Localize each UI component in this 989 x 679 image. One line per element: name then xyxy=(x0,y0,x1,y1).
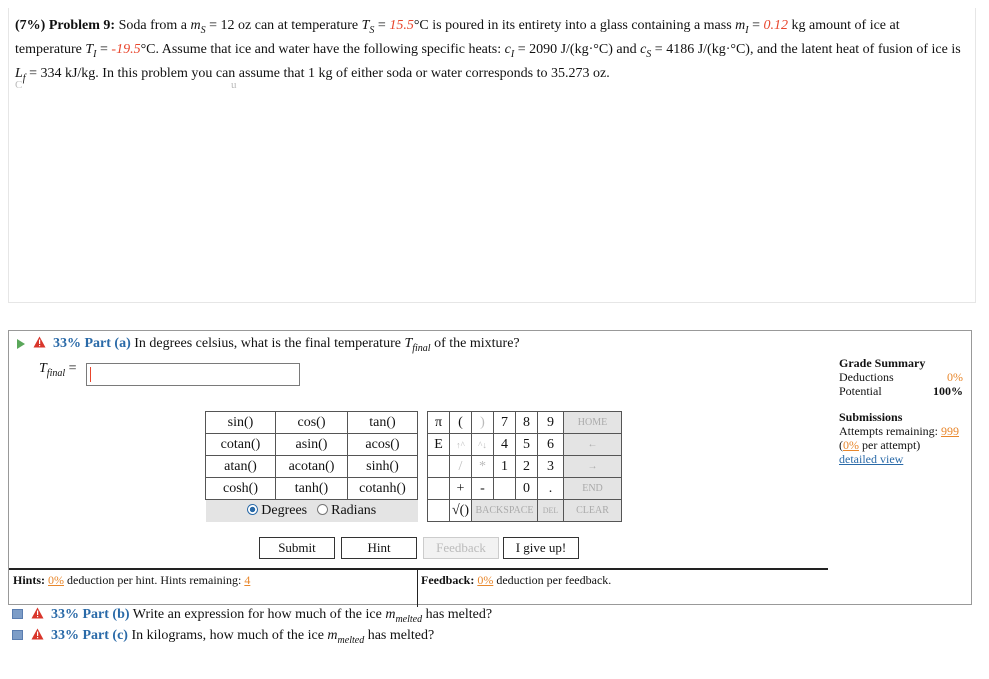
part-b-label: Part (b) xyxy=(82,607,130,622)
key-cos[interactable]: cos() xyxy=(276,412,348,434)
problem-statement xyxy=(8,8,976,303)
value-ts: 15.5 xyxy=(389,18,414,33)
feedback-label: Feedback: xyxy=(421,573,475,587)
var-mmelted: m xyxy=(327,628,338,643)
key-atan[interactable]: atan() xyxy=(206,456,276,478)
detailed-view-link[interactable]: detailed view xyxy=(839,452,904,466)
value-lf: = 334 kJ/kg. In this problem you can assume that 1 kg of either soda or water corresponds to 35.273 oz. xyxy=(29,65,610,81)
var-lf: L xyxy=(15,65,23,81)
feedback-button[interactable]: Feedback xyxy=(423,537,499,559)
part-b-status-icon xyxy=(12,609,23,619)
key-del[interactable]: DEL xyxy=(538,500,564,522)
hints-pct: 0% xyxy=(48,573,65,587)
grade-summary xyxy=(839,356,963,466)
warning-icon xyxy=(33,336,46,348)
part-a-header xyxy=(17,336,520,354)
var-ti-sub: I xyxy=(93,48,97,60)
hints-text: deduction per hint. Hints remaining: xyxy=(67,573,242,587)
key-gap xyxy=(418,478,428,500)
equals: = xyxy=(377,18,386,33)
per-attempt-open: ( xyxy=(839,438,843,452)
key-5[interactable]: 5 xyxy=(516,434,538,456)
key-gap xyxy=(418,456,428,478)
var-ci: c xyxy=(504,41,511,57)
part-b-row[interactable] xyxy=(12,607,492,625)
key-down-caret[interactable]: ^↓ xyxy=(472,434,494,456)
part-a-panel xyxy=(8,330,972,605)
var-ts: T xyxy=(361,18,370,33)
var-cs: c xyxy=(640,41,647,57)
part-c-question: In kilograms, how much of the ice xyxy=(131,628,324,643)
key-cosh[interactable]: cosh() xyxy=(206,478,276,500)
key-7[interactable]: 7 xyxy=(494,412,516,434)
value-cs: = 4186 J/(kg·°C), and the latent heat of fusion xyxy=(654,41,913,57)
key-tan[interactable]: tan() xyxy=(348,412,418,434)
value-ti: -19.5 xyxy=(111,41,141,57)
part-c-label: Part (c) xyxy=(82,628,128,643)
stray-mark-u: u xyxy=(231,79,237,91)
degrees-label[interactable]: Degrees xyxy=(261,502,308,518)
key-end[interactable]: END xyxy=(564,478,622,500)
var-lf-sub: f xyxy=(22,72,26,84)
feedback-pct: 0% xyxy=(477,573,494,587)
key-gap xyxy=(418,500,428,522)
key-8[interactable]: 8 xyxy=(516,412,538,434)
bar-separator xyxy=(417,570,418,607)
key-sqrt[interactable]: √() xyxy=(450,500,472,522)
problem-text: temperature xyxy=(15,41,82,57)
key-2[interactable]: 2 xyxy=(516,456,538,478)
per-attempt-pct: 0% xyxy=(843,438,859,452)
part-a-pct: 33% xyxy=(53,336,81,351)
key-empty xyxy=(428,456,450,478)
var-ts-sub: S xyxy=(369,24,375,36)
key-asin[interactable]: asin() xyxy=(276,434,348,456)
value-ci: = 2090 J/(kg·°C) and xyxy=(517,41,637,57)
equals: = xyxy=(752,18,761,33)
part-c-pct: 33% xyxy=(51,628,79,643)
part-c-question-end: has melted? xyxy=(367,628,435,643)
expand-triangle-icon[interactable] xyxy=(17,339,25,349)
var-mmelted-sub: melted xyxy=(395,613,423,625)
key-acos[interactable]: acos() xyxy=(348,434,418,456)
answer-input[interactable] xyxy=(86,363,300,386)
key-e[interactable]: E xyxy=(428,434,450,456)
var-mmelted: m xyxy=(385,607,396,622)
hints-feedback-bar xyxy=(9,568,828,605)
part-b-pct: 33% xyxy=(51,607,79,622)
key-pi[interactable]: π xyxy=(428,412,450,434)
input-caret xyxy=(90,367,91,382)
answer-label-sym: T xyxy=(39,361,47,376)
var-tfinal-sub: final xyxy=(412,342,431,354)
var-mi: m xyxy=(735,18,746,33)
stray-mark-c: C xyxy=(15,79,23,91)
key-cotanh[interactable]: cotanh() xyxy=(348,478,418,500)
var-mmelted-sub: melted xyxy=(337,634,365,646)
key-backspace[interactable]: BACKSPACE xyxy=(472,500,538,522)
answer-label-sub: final xyxy=(46,367,66,379)
key-slash[interactable]: / xyxy=(450,456,472,478)
deductions-value: 0% xyxy=(947,370,963,384)
hint-button[interactable]: Hint xyxy=(341,537,417,559)
key-sinh[interactable]: sinh() xyxy=(348,456,418,478)
key-tanh[interactable]: tanh() xyxy=(276,478,348,500)
part-b-question-end: has melted? xyxy=(425,607,493,622)
hints-label: Hints: xyxy=(13,573,46,587)
part-c-status-icon xyxy=(12,630,23,640)
var-tfinal: T xyxy=(404,336,413,351)
var-ms: m xyxy=(190,18,201,33)
equals: = xyxy=(100,41,108,57)
grade-summary-title: Grade Summary xyxy=(839,356,926,370)
key-star[interactable]: * xyxy=(472,456,494,478)
potential-row xyxy=(839,384,963,398)
deductions-label: Deductions xyxy=(839,370,894,384)
per-attempt-row xyxy=(839,438,963,452)
key-left-arrow[interactable]: ← xyxy=(564,434,622,456)
key-9[interactable]: 9 xyxy=(538,412,564,434)
key-minus[interactable]: - xyxy=(472,478,494,500)
problem-text: °C is poured in its entirety into a glass containing a mass xyxy=(413,18,732,33)
key-sin[interactable]: sin() xyxy=(206,412,276,434)
var-ti: T xyxy=(85,41,94,57)
part-b-question: Write an expression for how much of the ice xyxy=(132,607,382,622)
per-attempt-text: per attempt) xyxy=(862,438,921,452)
warning-icon xyxy=(31,628,44,640)
answer-label-eq: = xyxy=(68,361,77,376)
key-acotan[interactable]: acotan() xyxy=(276,456,348,478)
radians-radio-icon[interactable] xyxy=(317,504,328,515)
key-up-caret[interactable]: ↑^ xyxy=(450,434,472,456)
key-gap xyxy=(418,434,428,456)
give-up-button[interactable]: I give up! xyxy=(503,537,579,559)
potential-value: 100% xyxy=(933,384,963,398)
problem-text: = 12 oz can at temperature xyxy=(209,18,359,33)
hints-info xyxy=(13,573,250,588)
problem-text: kg amount of ice at xyxy=(791,18,900,33)
key-plus[interactable]: + xyxy=(450,478,472,500)
submissions-title: Submissions xyxy=(839,410,903,424)
key-empty xyxy=(428,478,450,500)
radians-label[interactable]: Radians xyxy=(331,502,377,518)
attempts-row xyxy=(839,424,963,438)
submit-button[interactable]: Submit xyxy=(259,537,335,559)
attempts-value: 999 xyxy=(940,424,959,438)
key-cotan[interactable]: cotan() xyxy=(206,434,276,456)
key-clear[interactable]: CLEAR xyxy=(564,500,622,522)
var-ms-sub: S xyxy=(200,24,206,36)
problem-text: Soda from a xyxy=(118,18,187,33)
var-ci-sub: I xyxy=(510,48,515,60)
key-4[interactable]: 4 xyxy=(494,434,516,456)
key-3[interactable]: 3 xyxy=(538,456,564,478)
var-cs-sub: S xyxy=(646,48,652,60)
answer-label xyxy=(39,361,77,379)
part-a-question: In degrees celsius, what is the final temperature xyxy=(134,336,401,351)
key-gap xyxy=(418,412,428,434)
var-mi-sub: I xyxy=(745,24,749,36)
key-rparen[interactable]: ) xyxy=(472,412,494,434)
key-0[interactable]: 0 xyxy=(516,478,538,500)
key-empty xyxy=(494,478,516,500)
degrees-radio-icon[interactable] xyxy=(247,504,258,515)
problem-text: of ice is xyxy=(916,41,961,57)
feedback-info xyxy=(421,573,611,588)
problem-text: °C. Assume that ice and water have the following specific heats: xyxy=(140,41,502,57)
key-dot[interactable]: . xyxy=(538,478,564,500)
angle-mode xyxy=(206,500,418,522)
part-a-question-end: of the mixture? xyxy=(434,336,520,351)
deductions-row xyxy=(839,370,963,384)
submissions xyxy=(839,410,963,466)
feedback-text: deduction per feedback. xyxy=(496,573,612,587)
attempts-label: Attempts remaining: xyxy=(839,424,938,438)
part-a-label: Part (a) xyxy=(84,336,131,351)
potential-label: Potential xyxy=(839,384,882,398)
part-c-row[interactable] xyxy=(12,628,434,646)
key-empty xyxy=(428,500,450,522)
value-mi: 0.12 xyxy=(763,18,789,33)
key-right-arrow[interactable]: → xyxy=(564,456,622,478)
hints-remaining: 4 xyxy=(244,573,251,587)
problem-number: Problem 9: xyxy=(48,18,116,33)
key-1[interactable]: 1 xyxy=(494,456,516,478)
key-home[interactable]: HOME xyxy=(564,412,622,434)
key-6[interactable]: 6 xyxy=(538,434,564,456)
key-lparen[interactable]: ( xyxy=(450,412,472,434)
calculator-keypad xyxy=(205,411,622,522)
warning-icon xyxy=(31,607,44,619)
problem-weight: (7%) xyxy=(15,18,46,33)
